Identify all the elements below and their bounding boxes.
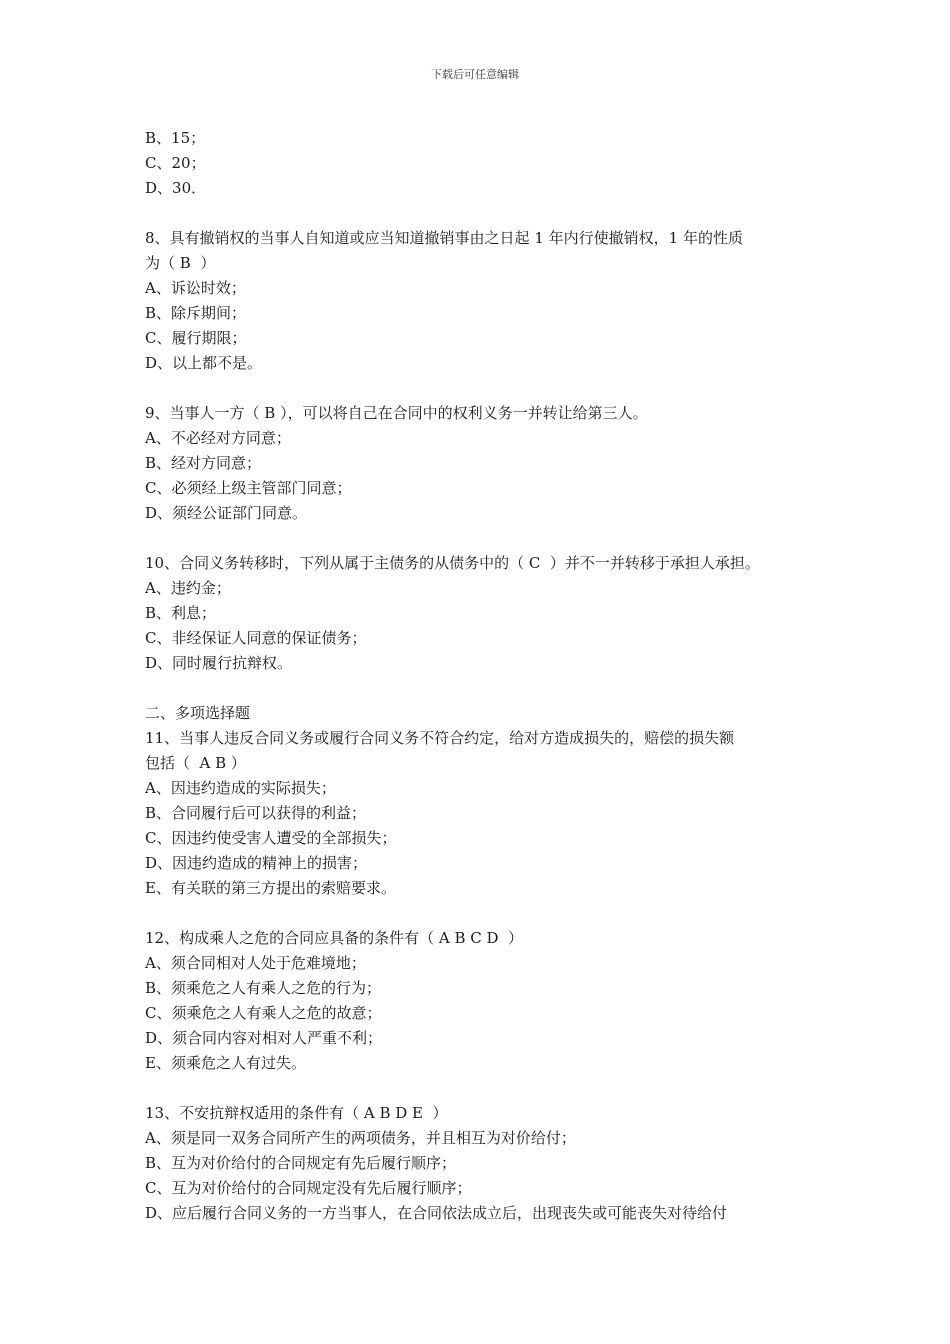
text-line: A、须合同相对人处于危难境地； <box>145 954 366 972</box>
text-line: C、须乘危之人有乘人之危的故意； <box>145 1004 382 1022</box>
text-line: D、30． <box>145 179 207 197</box>
text-line: B、互为对价给付的合同规定有先后履行顺序； <box>145 1154 457 1172</box>
text-line: 10、合同义务转移时，下列从属于主债务的从债务中的（ C ）并不一并转移于承担人承担。 <box>145 554 760 572</box>
text-line: B、15； <box>145 129 206 147</box>
text-line: 二、多项选择题 <box>145 704 251 722</box>
text-line: 11、当事人违反合同义务或履行合同义务不符合约定，给对方造成损失的，赔偿的损失额 <box>145 729 735 747</box>
text-line: A、违约金； <box>145 579 231 597</box>
text-line: D、应后履行合同义务的一方当事人，在合同依法成立后，出现丧失或可能丧失对待给付 <box>145 1204 728 1222</box>
text-line: 12、构成乘人之危的合同应具备的条件有（ A B C D ） <box>145 929 524 947</box>
text-line: 包括（ A B ） <box>145 754 246 772</box>
paragraph-gap <box>145 1076 825 1101</box>
text-line: C、互为对价给付的合同规定没有先后履行顺序； <box>145 1179 472 1197</box>
text-line: B、合同履行后可以获得的利益； <box>145 804 367 822</box>
text-line: D、以上都不是。 <box>145 354 263 372</box>
text-line: B、利息； <box>145 604 217 622</box>
text-line: A、诉讼时效； <box>145 279 246 297</box>
text-line: B、除斥期间； <box>145 304 247 322</box>
text-line: 8、具有撤销权的当事人自知道或应当知道撤销事由之日起 1 年内行使撤销权，1 年的性质 <box>145 229 743 247</box>
document-body <box>145 126 825 1226</box>
text-line: C、因违约使受害人遭受的全部损失； <box>145 829 397 847</box>
paragraph-gap <box>145 201 825 226</box>
text-line: D、须合同内容对相对人严重不利； <box>145 1029 383 1047</box>
text-line: C、20； <box>145 154 206 172</box>
text-line: 13、不安抗辩权适用的条件有（ A B D E ） <box>145 1104 448 1122</box>
text-line: 为（ B ） <box>145 254 216 272</box>
text-line: A、不必经对方同意； <box>145 429 291 447</box>
text-line: 9、当事人一方（ B ），可以将自己在合同中的权利义务一并转让给第三人。 <box>145 404 648 422</box>
text-line: A、须是同一双务合同所产生的两项债务，并且相互为对价给付； <box>145 1129 576 1147</box>
text-line: E、须乘危之人有过失。 <box>145 1054 306 1072</box>
text-line: B、经对方同意； <box>145 454 262 472</box>
text-line: B、须乘危之人有乘人之危的行为； <box>145 979 382 997</box>
text-line: D、须经公证部门同意。 <box>145 504 308 522</box>
paragraph-gap <box>145 901 825 926</box>
paragraph-gap <box>145 676 825 701</box>
text-line: D、因违约造成的精神上的损害； <box>145 854 368 872</box>
page-header: 下载后可任意编辑 <box>431 68 519 81</box>
text-line: C、必须经上级主管部门同意； <box>145 479 352 497</box>
text-line: C、非经保证人同意的保证债务； <box>145 629 367 647</box>
text-line: C、履行期限； <box>145 329 247 347</box>
text-line: E、有关联的第三方提出的索赔要求。 <box>145 879 396 897</box>
text-line: D、同时履行抗辩权。 <box>145 654 293 672</box>
paragraph-gap <box>145 376 825 401</box>
paragraph-gap <box>145 526 825 551</box>
text-line: A、因违约造成的实际损失； <box>145 779 336 797</box>
